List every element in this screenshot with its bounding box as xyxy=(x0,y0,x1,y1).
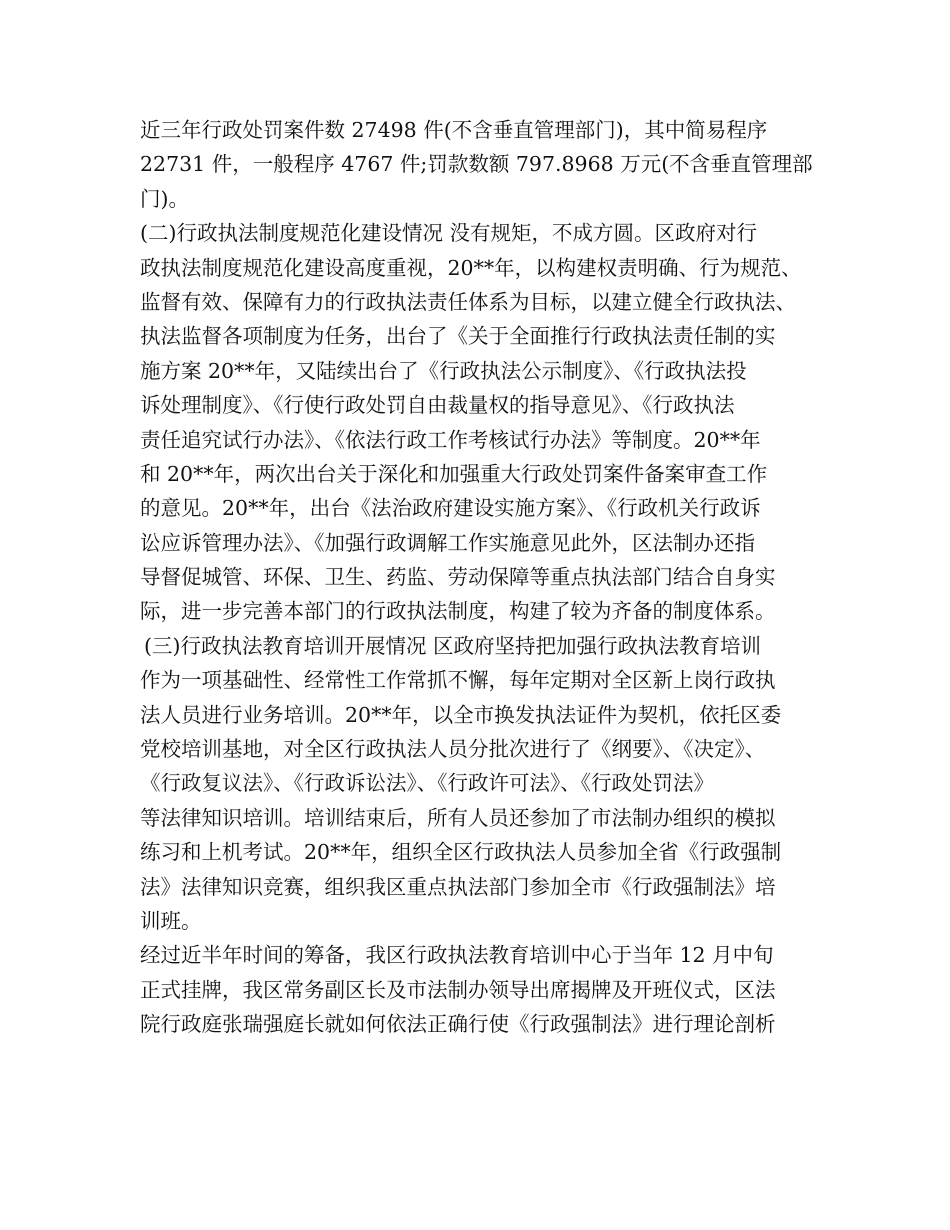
text-line: 训班。 xyxy=(140,908,202,933)
text-line: 院行政庭张瑞强庭长就如何依法正确行使《行政强制法》进行理论剖析 xyxy=(140,1012,776,1037)
text-line: 的意见。20**年，出台《法治政府建设实施方案》、《行政机关行政诉 xyxy=(140,496,761,521)
text-line: 和 20**年，两次出台关于深化和加强重大行政处罚案件备案审查工作 xyxy=(140,461,768,486)
text-line: 门)。 xyxy=(140,186,189,211)
text-line: 练习和上机考试。20**年，组织全区行政执法人员参加全省《行政强制 xyxy=(140,840,782,865)
text-line: 近三年行政处罚案件数 27498 件(不含垂直管理部门)，其中简易程序 xyxy=(140,118,768,142)
text-line: 22731 件，一般程序 4767 件;罚款数额 797.8968 万元(不含垂直管理部 xyxy=(140,152,813,177)
text-line: 施方案 20**年，又陆续出台了《行政执法公示制度》、《行政执法投 xyxy=(140,358,747,383)
text-line: 法人员进行业务培训。20**年，以全市换发执法证件为契机，依托区委 xyxy=(140,702,782,727)
section-heading-line: (三)行政执法教育培训开展情况 区政府坚持把加强行政执法教育培训 xyxy=(144,633,762,658)
text-line: 等法律知识培训。培训结束后，所有人员还参加了市法制办组织的模拟 xyxy=(140,805,776,830)
text-line: 政执法制度规范化建设高度重视，20**年，以构建权责明确、行为规范、 xyxy=(140,255,802,280)
text-line: 际，进一步完善本部门的行政执法制度，构建了较为齐备的制度体系。 xyxy=(140,599,776,624)
text-line: 经过近半年时间的筹备，我区行政执法教育培训中心于当年 12 月中旬 xyxy=(140,943,774,968)
text-line: 《行政复议法》、《行政诉讼法》、《行政许可法》、《行政处罚法》 xyxy=(140,771,714,796)
section-heading-line: (二)行政执法制度规范化建设情况 没有规矩，不成方圆。区政府对行 xyxy=(140,221,758,246)
text-line: 监督有效、保障有力的行政执法责任体系为目标，以建立健全行政执法、 xyxy=(140,289,796,314)
text-line: 法》法律知识竞赛，组织我区重点执法部门参加全市《行政强制法》培 xyxy=(140,874,776,899)
text-line: 作为一项基础性、经常性工作常抓不懈，每年定期对全区新上岗行政执 xyxy=(140,668,776,693)
text-line: 讼应诉管理办法》、《加强行政调解工作实施意见此外，区法制办还指 xyxy=(140,530,755,555)
text-line: 正式挂牌，我区常务副区长及市法制办领导出席揭牌及开班仪式，区法 xyxy=(140,977,776,1002)
text-line: 诉处理制度》、《行使行政处罚自由裁量权的指导意见》、《行政执法 xyxy=(140,393,735,418)
document-body xyxy=(140,113,830,1042)
text-line: 党校培训基地，对全区行政执法人员分批次进行了《纲要》、《决定》、 xyxy=(140,737,766,762)
text-line: 导督促城管、环保、卫生、药监、劳动保障等重点执法部门结合自身实 xyxy=(140,565,776,590)
text-line: 责任追究试行办法》、《依法行政工作考核试行办法》等制度。20**年 xyxy=(140,427,761,452)
text-line: 执法监督各项制度为任务，出台了《关于全面推行行政执法责任制的实 xyxy=(140,324,776,349)
